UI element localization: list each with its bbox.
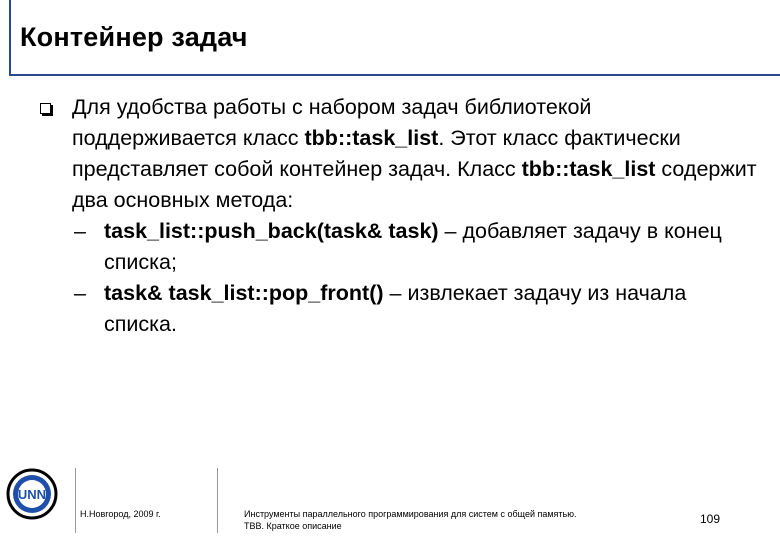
bullet-item — [40, 92, 760, 216]
dash-bullet: – — [74, 219, 86, 243]
page-title: Контейнер задач — [20, 22, 248, 52]
logo-text: UNN — [17, 487, 47, 502]
university-logo — [6, 468, 58, 520]
footer-city-year: Н.Новгород, 2009 г. — [80, 509, 161, 519]
footer-course-line2: TBB. Краткое описание — [244, 521, 342, 531]
method-desc: – извлекает задачу из начала списка. — [104, 281, 687, 336]
intro-text-2: . Этот класс фактически представляет собой контейнер задач. Класс — [72, 126, 681, 181]
page-number: 109 — [700, 512, 721, 526]
footer-course-line1: Инструменты параллельного программирования для систем с общей памятью. — [244, 509, 577, 519]
footer-divider — [75, 468, 76, 533]
title-frame-bottom — [9, 74, 780, 76]
slide-content — [40, 92, 760, 340]
method-desc: – добавляет задачу в конец списка; — [104, 219, 722, 274]
footer-course — [244, 508, 684, 532]
square-bullet-icon — [40, 103, 51, 114]
dash-bullet: – — [74, 281, 86, 305]
method-item — [40, 216, 760, 278]
method-code: task_list::push_back(task& task) — [104, 219, 439, 243]
intro-text-1: Для удобства работы с набором задач библиотекой поддерживается класс — [72, 95, 592, 150]
footer-divider — [217, 468, 218, 533]
method-item — [40, 278, 760, 340]
intro-code-1: tbb::task_list — [304, 126, 439, 150]
intro-code-2: tbb::task_list — [521, 157, 656, 181]
method-code: task& task_list::pop_front() — [104, 281, 384, 305]
intro-text-3: содержит два основных метода: — [72, 157, 757, 212]
title-frame-left — [9, 0, 11, 75]
